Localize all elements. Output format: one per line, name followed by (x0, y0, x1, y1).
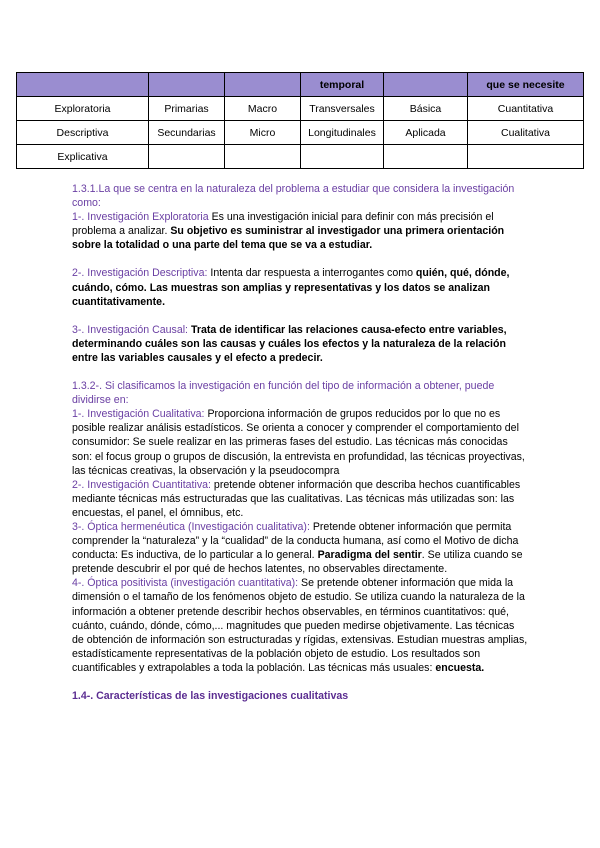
paragraph-cuantitativa (72, 478, 528, 520)
text-exploratoria: Es una investigación inicial para definir con más precisión el problema a analizar. (72, 211, 494, 238)
header-cell (17, 73, 149, 97)
bold-causal: Trata de identificar las relaciones causa-efecto entre variables, determinando cuáles son las causas y cuáles los efectos y la naturaleza de la relación entre las variables causales y el efecto a predecir. (72, 323, 507, 364)
table-cell (301, 145, 384, 169)
table-cell: Secundarias (149, 121, 225, 145)
table-cell (225, 145, 301, 169)
paragraph-cualitativa (72, 407, 528, 477)
label-cuantitativa: 2-. Investigación Cuantitativa: (72, 478, 211, 491)
text-positivista: Se pretende obtener información que mida la dimensión o el tamaño de los fenómenos objeto de estudio. Se utiliza cuando la naturaleza de la información a obtener pretende describir hechos observables, en términos cuantitativos: qué, cuánto, cuándo, dónde, cómo,... magnitudes que pueden medirse objetivamente. Las técnicas de obtención de información son estructuradas y rígidas, extensivas. Estudian muestras amplias, estadísticamente representativas de la población objeto de estudio. Los resultados son cuantificables y extrapolables a toda la población. Las técnicas más usuales: (72, 577, 528, 674)
label-hermeneutica: 3-. Óptica hermenéutica (Investigación cualitativa): (72, 520, 310, 533)
table-cell: Exploratoria (17, 97, 149, 121)
bold-hermeneutica: Paradigma del sentir (317, 549, 422, 562)
table-cell: Transversales (301, 97, 384, 121)
table-cell: Descriptiva (17, 121, 149, 145)
bold-descriptiva: quién, qué, dónde, cuándo, cómo. Las muestras son amplias y representativas y los datos se analizan cuantitativamente. (72, 267, 510, 308)
table-cell: Micro (225, 121, 301, 145)
table-cell (149, 145, 225, 169)
paragraph-positivista (72, 576, 528, 675)
paragraph-hermeneutica (72, 520, 528, 576)
label-cualitativa: 1-. Investigación Cualitativa: (72, 408, 205, 421)
table-cell (468, 145, 584, 169)
table-cell: Cualitativa (468, 121, 584, 145)
text-hermeneutica-2: . Se utiliza cuando se pretende descubrir el por qué de hechos latentes, no observables directamente. (72, 549, 523, 576)
section-1-3-1-intro: 1.3.1.La que se centra en la naturaleza del problema a estudiar que considera la investigación como: (72, 183, 515, 210)
text-hermeneutica: Pretende obtener información que permita comprender la “naturaleza” y la “cualidad” de la conducta humana, así como el Motivo de dicha conducta: Es inductiva, de lo particular a lo general. (72, 520, 519, 562)
table-cell (384, 145, 468, 169)
label-causal: 3-. Investigación Causal: (72, 323, 189, 336)
table-cell: Aplicada (384, 121, 468, 145)
table-cell: Longitudinales (301, 121, 384, 145)
paragraph-causal (72, 323, 528, 365)
paragraph-descriptiva (72, 266, 528, 308)
paragraph-exploratoria (72, 210, 528, 252)
bold-exploratoria: Su objetivo es suministrar al investigador una primera orientación sobre la totalidad o una parte del tema que se va a estudiar. (72, 225, 505, 252)
table-header-row (17, 73, 584, 97)
label-exploratoria: 1-. Investigación Exploratoria (72, 211, 209, 224)
header-cell (225, 73, 301, 97)
label-descriptiva: 2-. Investigación Descriptiva: (72, 267, 208, 280)
table-row (17, 145, 584, 169)
text-cuantitativa: pretende obtener información que describa hechos cuantificables mediante técnicas más estructuradas que las cualitativas. Las técnicas más utilizadas son: las encuestas, el panel, el ómnibus, etc. (72, 478, 521, 519)
table-cell: Básica (384, 97, 468, 121)
header-cell (384, 73, 468, 97)
document-body (72, 182, 528, 703)
header-cell (149, 73, 225, 97)
table-cell: Cuantitativa (468, 97, 584, 121)
classification-table (16, 72, 584, 169)
text-descriptiva: Intenta dar respuesta a interrogantes como (207, 267, 416, 280)
bold-positivista: encuesta. (435, 661, 485, 674)
header-cell: temporal (301, 73, 384, 97)
section-heading-1-4: 1.4-. Características de las investigaciones cualitativas (72, 690, 349, 702)
table-cell: Primarias (149, 97, 225, 121)
section-1-3-2-intro: 1.3.2-. Si clasificamos la investigación en función del tipo de información a obtener, puede dividirse en: (72, 380, 495, 407)
table-cell: Macro (225, 97, 301, 121)
table-row (17, 97, 584, 121)
table-cell: Explicativa (17, 145, 149, 169)
table-row (17, 121, 584, 145)
header-cell: que se necesite (468, 73, 584, 97)
text-cualitativa: Proporciona información de grupos reducidos por lo que no es posible realizar análisis estadísticos. Se orienta a conocer y comprender el comportamiento del consumidor: Se suele realizar en las primeras fases del estudio. Las técnicas más conocidas son: el focus group o grupos de discusión, la entrevista en profundidad, las técnicas proyectivas, las técnicas creativas, la observación y la pseudocompra (72, 408, 525, 477)
label-positivista: 4-. Óptica positivista (investigación cuantitativa): (72, 577, 299, 590)
